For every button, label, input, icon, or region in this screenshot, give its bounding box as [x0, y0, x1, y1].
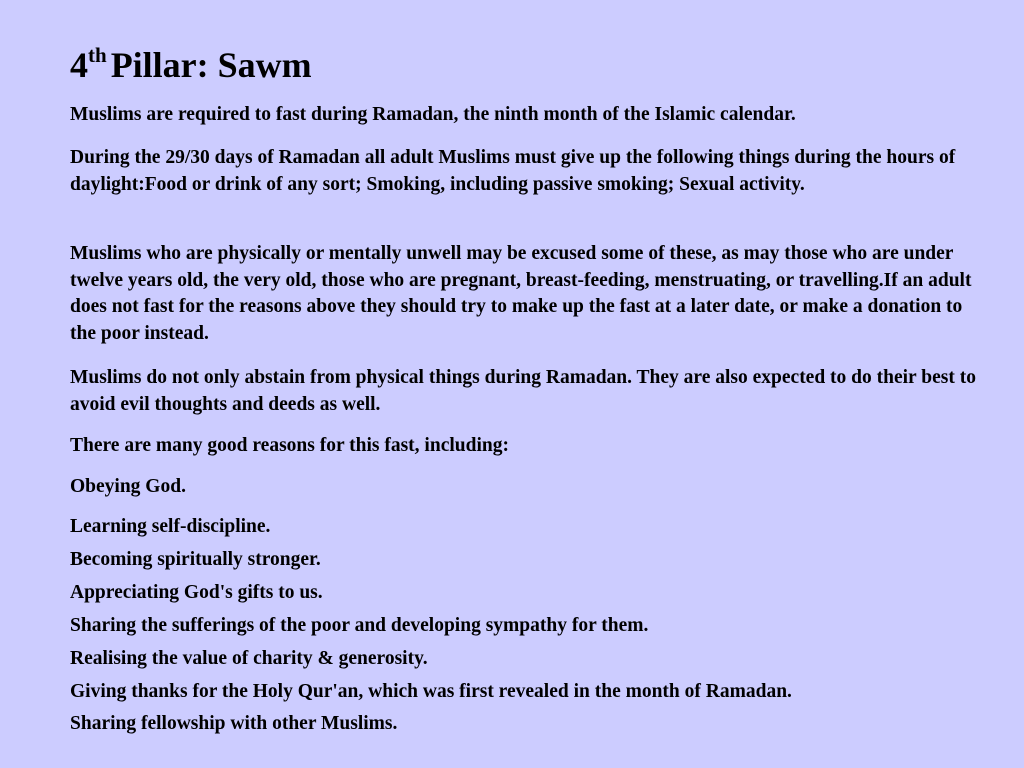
slide	[70, 0, 990, 768]
paragraph-reasons-intro: There are many good reasons for this fast, including:	[70, 435, 509, 456]
reason-item: Obeying God.	[70, 476, 186, 497]
reason-item: Becoming spiritually stronger.	[70, 549, 321, 570]
reason-item: Appreciating God's gifts to us.	[70, 582, 323, 603]
slide-title	[70, 42, 312, 88]
title-superscript: th	[88, 43, 107, 67]
reason-item: Realising the value of charity & generosity.	[70, 648, 428, 669]
paragraph-exemptions: Muslims who are physically or mentally unwell may be excused some of these, as may those who are under twelve years old, the very old, those who are pregnant, breast-feeding, menstruating, or travelling.If an adult does not fast for the reasons above they should try to make up the fast at a later date, or make a donation to the poor instead.	[70, 243, 972, 345]
paragraph-daylight-abstentions: During the 29/30 days of Ramadan all adult Muslims must give up the following things during the hours of daylight:Food or drink of any sort; Smoking, including passive smoking; Sexual activity.	[70, 147, 956, 195]
reason-item: Sharing the sufferings of the poor and developing sympathy for them.	[70, 615, 649, 636]
paragraph-ramadan-requirement: Muslims are required to fast during Ramadan, the ninth month of the Islamic calendar.	[70, 104, 796, 125]
paragraph-evil-thoughts: Muslims do not only abstain from physical things during Ramadan. They are also expected to do their best to avoid evil thoughts and deeds as well.	[70, 367, 976, 415]
title-text: Pillar: Sawm	[110, 45, 312, 85]
title-number: 4	[70, 45, 88, 85]
reason-item: Sharing fellowship with other Muslims.	[70, 713, 398, 734]
reason-item: Learning self-discipline.	[70, 516, 271, 537]
reason-item: Giving thanks for the Holy Qur'an, which was first revealed in the month of Ramadan.	[70, 681, 792, 702]
